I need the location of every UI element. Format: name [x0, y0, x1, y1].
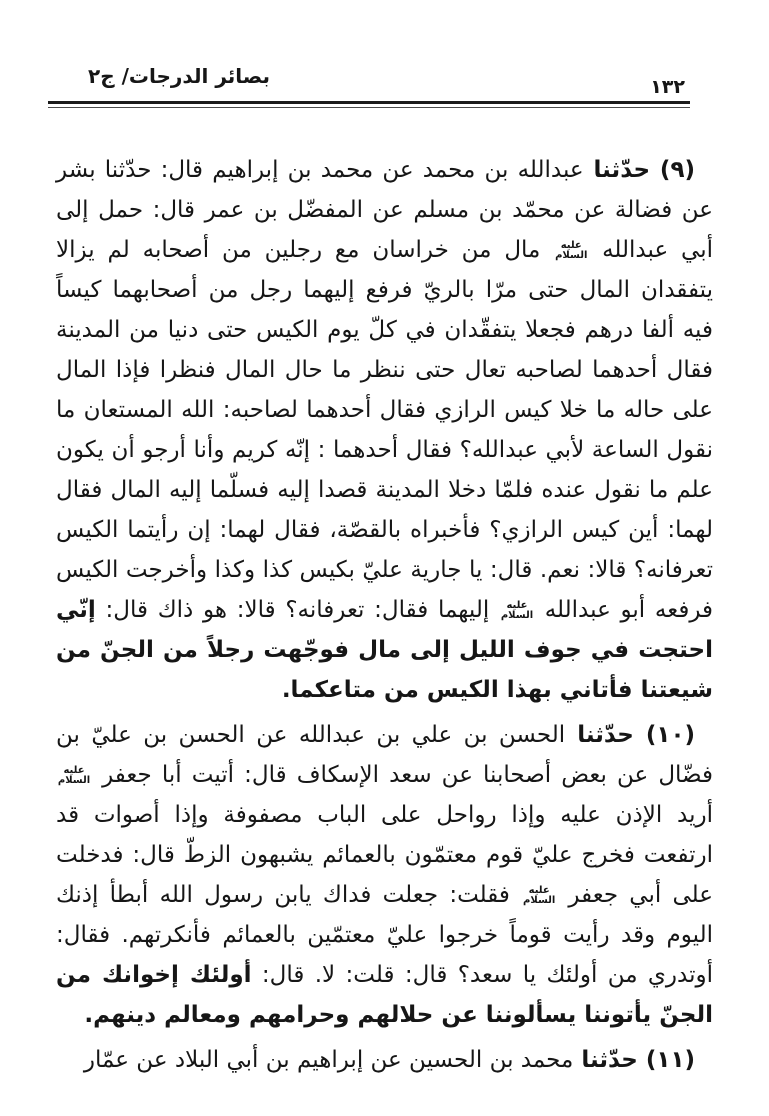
- hadith-text-run: عبدالله بن محمد عن محمد بن إبراهيم قال: حدّثنا بشر عن فضالة عن محمّد بن مسلم عن المفضّل بن عمر قال: حمل إلى أبي عبدالله: [56, 157, 713, 263]
- alayhi-salam-mark: عليه السلام: [555, 239, 588, 261]
- header-rule-thin: [48, 107, 690, 108]
- hadith-text-run: إليهما فقال: تعرفانه؟ قالا: هو ذاك قال:: [95, 597, 490, 623]
- hadith-bold-quote: إنّي احتجت في جوف الليل إلى مال فوجّهت رجلاً من الجنّ من شيعتنا فأتاني بهذا الكيس من متاعكما.: [56, 597, 713, 703]
- hadith-text-run: مال من خراسان مع رجلين من أصحابه لم يزالا يتفقدان المال حتى مرّا بالريّ فرفع إليهما رجل من أصحابهما كيساً فيه ألفا درهم فجعلا يتفقّدان في كلّ يوم الكيس حتى دنيا من المدينة فقال أحدهما لصاحبه تعال حتى ننظر ما حال المال فنظرا فإذا المال على حاله ما خلا كيس الرازي فقال أحدهما لصاحبه: الله المستعان ما نقول الساعة لأبي عبدالله؟ فقال أحدهما : إنّه كريم وأنا أرجو أن يكون علم ما نقول عنده فلمّا دخلا المدينة قصدا إليه فسلّما إليه المال فقال لهما: أين كيس الرازي؟ فأخبراه بالقصّة، فقال لهما: إن رأيتما الكيس تعرفانه؟ قالا: نعم. قال: يا جارية عليّ بكيس كذا وكذا وأخرجت الكيس فرفعه أبو عبدالله: [56, 237, 714, 623]
- hadith-text-run: أريد الإذن عليه وإذا رواحل على الباب مصفوفة وإذا أصوات قد ارتفعت فخرج عليّ قوم معتمّون بالعمائم يشبهون الزطّ قال: فدخلت على أبي جعفر: [56, 802, 714, 908]
- alayhi-salam-mark: عليه السلام: [57, 764, 91, 786]
- hadith-number-and-lead: (١١) حدّثنا: [573, 1047, 695, 1073]
- hadith-paragraph-9: [56, 150, 713, 710]
- alayhi-salam-mark: عليه السلام: [523, 884, 556, 906]
- hadith-paragraph-10: [56, 715, 713, 1035]
- hadith-text-run: الحسن بن علي بن عبدالله عن الحسن بن عليّ بن فضّال عن بعض أصحابنا عن سعد الإسكاف قال: أتيت أبا جعفر: [56, 722, 713, 788]
- header-rule-thick: [48, 101, 690, 104]
- hadith-text-run: محمد بن الحسين عن إبراهيم بن أبي البلاد عن عمّار: [83, 1047, 574, 1073]
- hadith-number-and-lead: (٩) حدّثنا: [583, 157, 695, 183]
- hadith-text-run: فقلت: جعلت فداك يابن رسول الله أبطأ إذنك اليوم وقد رأيت قوماً خرجوا عليّ معتمّين بالعمائم فأنكرتهم. فقال: أوتدري من أولئك يا سعد؟ قال: قلت: لا. قال:: [56, 882, 714, 988]
- book-title: بصائر الدرجات/ ج٢: [88, 64, 270, 88]
- hadith-number-and-lead: (١٠) حدّثنا: [565, 722, 695, 748]
- alayhi-salam-mark: عليه السلام: [500, 599, 534, 621]
- text-body: [56, 150, 713, 1085]
- hadith-paragraph-11: [56, 1040, 713, 1080]
- hadith-bold-quote: أولئك إخوانك من الجنّ يأتوننا يسألوننا عن حلالهم وحرامهم ومعالم دينهم.: [56, 962, 713, 1028]
- page-number: ١٣٢: [650, 76, 685, 98]
- header-rule: [48, 101, 690, 108]
